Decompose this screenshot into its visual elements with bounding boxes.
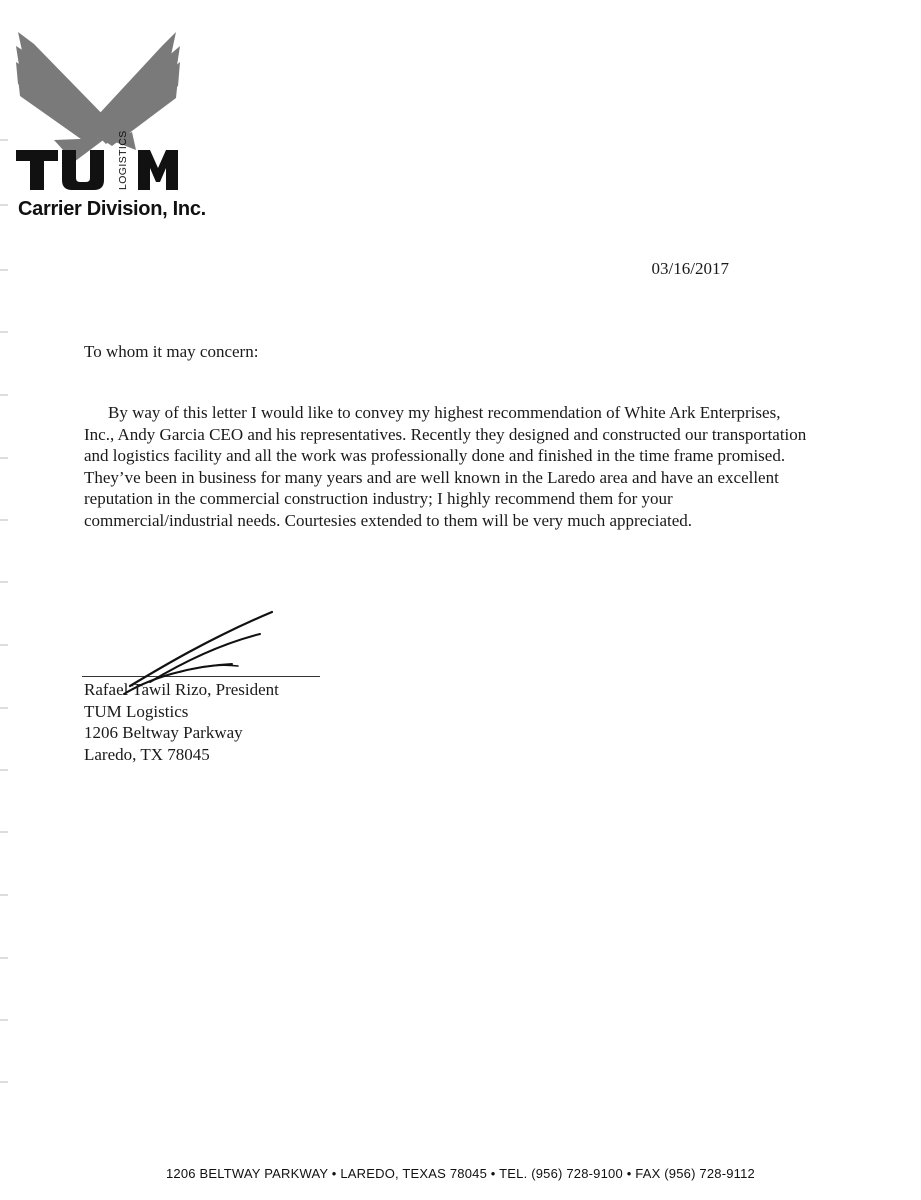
salutation: To whom it may concern: [84, 342, 259, 361]
signature-block [84, 679, 279, 765]
signature-text [120, 608, 121, 609]
svg-text:LOGISTICS: LOGISTICS [117, 130, 129, 190]
letter-body: By way of this letter I would like to convey my highest recommendation of White Ark Enterprises, Inc., Andy Garcia CEO and his representatives. Recently they designed and constructed our transportation and logistics facility and all the work was professionally done and finished in the time frame promised. They’ve been in business for many years and are well known in the Laredo area and have an excellent reputation in the commercial construction industry; I highly recommend them for your commercial/industrial needs. Courtesies extended to them will be very much appreciated. [84, 403, 807, 530]
division-name: Carrier Division, Inc. [18, 198, 206, 220]
signer-city-state-zip: Laredo, TX 78045 [84, 744, 210, 764]
signer-name-title: Rafael Tawil Rizo, President [84, 680, 279, 699]
letter-date: 03/16/2017 [651, 259, 729, 278]
footer-address: 1206 BELTWAY PARKWAY • LAREDO, TEXAS 78045 • TEL. (956) 728-9100 • FAX (956) 728-9112 [166, 1166, 755, 1181]
company-logo [14, 30, 189, 195]
logo-subtext [14, 30, 189, 195]
signer-company: TUM Logistics [84, 701, 189, 721]
punch-margin-marks [0, 0, 10, 1200]
signer-street: 1206 Beltway Parkway [84, 723, 243, 742]
